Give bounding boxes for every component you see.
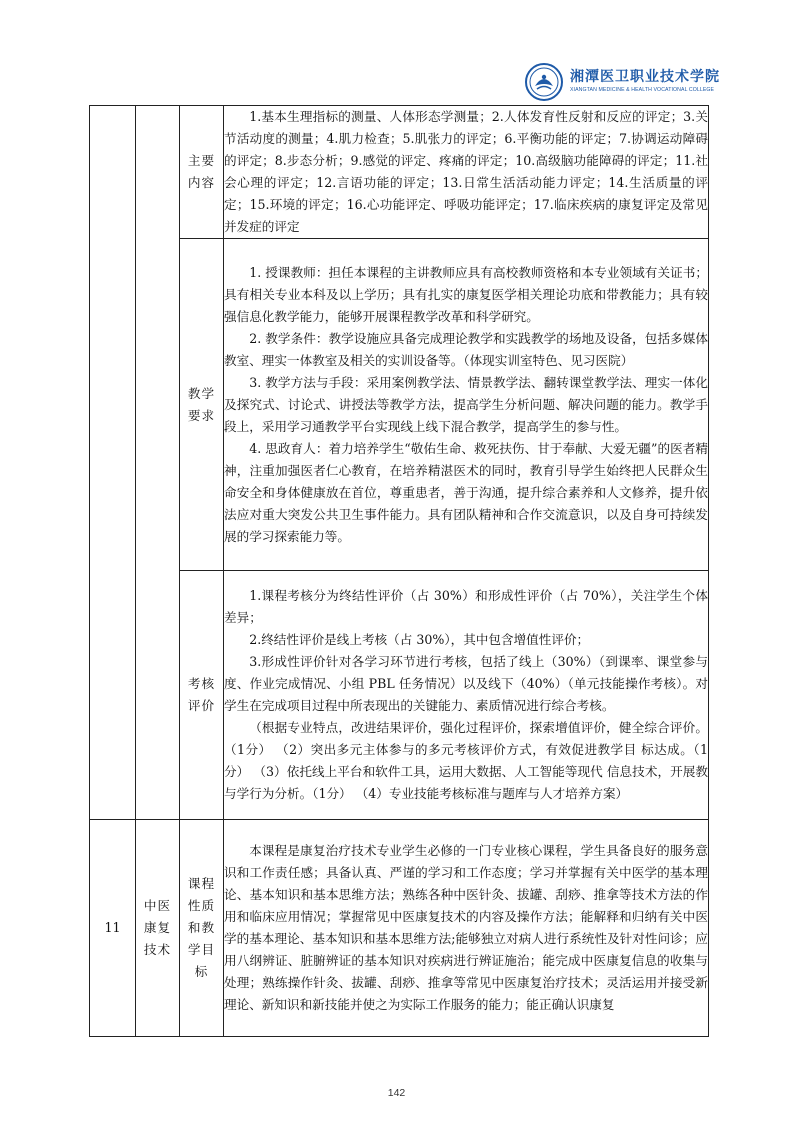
content-paragraph: 1. 授课教师：担任本课程的主讲教师应具有高校教师资格和本专业领域有关证书；具有相关专业本科及以上学历；具有扎实的康复医学相关理论功底和带教能力；具有较强信息化教学能力，能够开展课程教学改革和科学研究。 [224,264,708,324]
content-paragraph: 3. 教学方法与手段：采用案例教学法、情景教学法、翻转课堂教学法、理实一体化及探究式、讨论式、讲授法等教学方法，提高学生分析问题、解决问题的能力。教学手段上，采用学习通教学平台实现线上线下混合教学，提高学生的参与性。 [224,374,708,434]
course-name-cell-empty [136,106,180,820]
college-logo [524,60,724,104]
row-content-course-objectives [224,820,709,1037]
content-paragraph: 本课程是康复治疗技术专业学生必修的一门专业核心课程，学生具备良好的服务意识和工作责任感；具备认真、严谨的学习和工作态度；学习并掌握有关中医学的基本理论、基本知识和基本思维方法；熟练各种中医针灸、拔罐、刮痧、推拿等技术方法的作用和临床应用情况；掌握常见中医康复技术的内容及操作方法；能解释和归纳有关中医学的基本理论、基本知识和基本思维方法;能够独立对病人进行系统性及针对性问诊；应用八纲辨证、脏腑辨证的基本知识对疾病进行辨证施治；能完成中医康复信息的收集与处理；熟练操作针灸、拔罐、刮痧、推拿等常见中医康复治疗技术；灵活运用并接受新理论、新知识和新技能并使之为实际工作服务的能力；能正确认识康复 [224,843,708,1012]
course-number: 11 [90,820,136,1037]
row-label-teaching-requirements: 教学 要求 [180,239,224,571]
course-table [89,105,709,1037]
content-paragraph: 2. 教学条件：教学设施应具备完成理论教学和实践教学的场地及设备，包括多媒体教室、理实一体教室及相关的实训设备等。（体现实训室特色、见习医院） [224,330,708,368]
content-paragraph: 1.基本生理指标的测量、人体形态学测量；2.人体发育性反射和反应的评定；3.关节活动度的测量；4.肌力检查；5.肌张力的评定；6.平衡功能的评定；7.协调运动障碍的评定；8.步态分析；9.感觉的评定、疼痛的评定；10.高级脑功能障碍的评定；11.社会心理的评定；12.言语功能的评定；13.日常生活活动能力评定；14.生活质量的评定；15.环境的评定；16.心功能评定、呼吸功能评定；17.临床疾病的康复评定及常见并发症的评定 [224,109,708,234]
table-row-course-11 [90,820,709,1037]
content-paragraph: 2.终结性评价是线上考核（占 30%），其中包含增值性评价； [249,632,590,647]
course-number-cell-empty [90,106,136,820]
content-paragraph: 1.课程考核分为终结性评价（占 30%）和形成性评价（占 70%），关注学生个体差异； [224,588,708,625]
table-row-assessment [90,571,709,820]
course-name: 中医 康复 技术 [136,820,180,1037]
college-emblem-icon [524,62,564,102]
college-name-en: XIANGTAN MEDICINE & HEALTH VOCATIONAL COLLEGE [570,87,715,94]
content-paragraph: 3.形成性评价针对各学习环节进行考核，包括了线上（30%）（到课率、课堂参与度、作业完成情况、小组 PBL 任务情况）以及线下（40%）（单元技能操作考核）。对学生在完成项目过程中所表现出的关键能力、素质情况进行综合考核。 [224,654,708,713]
college-name: 湘潭医卫职业技术学院 [570,69,720,86]
content-paragraph: 4. 思政育人：着力培养学生“敬佑生命、救死扶伤、甘于奉献、大爱无疆”的医者精神，注重加强医者仁心教育，在培养精湛医术的同时，教育引导学生始终把人民群众生命安全和身体健康放在首位，尊重患者，善于沟通，提升综合素养和人文修养，提升依法应对重大突发公共卫生事件能力。具有团队精神和合作交流意识，以及自身可持续发展的学习探索能力等。 [224,440,708,544]
page-number: 142 [387,1087,406,1099]
table-row-main-content [90,106,709,239]
row-label-main-content: 主要 内容 [180,106,224,239]
row-label-course-objectives: 课程 性质 和教 学目 标 [180,820,224,1037]
table-row-teaching-requirements [90,239,709,571]
row-content-assessment [224,571,709,820]
row-content-main-content [224,106,709,239]
row-content-teaching-requirements [224,239,709,571]
content-paragraph: （根据专业特点，改进结果评价，强化过程评价，探索增值评价，健全综合评价。（1分） （2）突出多元主体参与的多元考核评价方式，有效促进教学目 标达成。（1分） （3）依托线上平台和软件工具，运用大数据、人工智能等现代 信息技术，开展教与学行为分析。（1分） （4）专业技能考核标准与题库与人才培养方案） [224,720,708,801]
row-label-assessment: 考核 评价 [180,571,224,820]
